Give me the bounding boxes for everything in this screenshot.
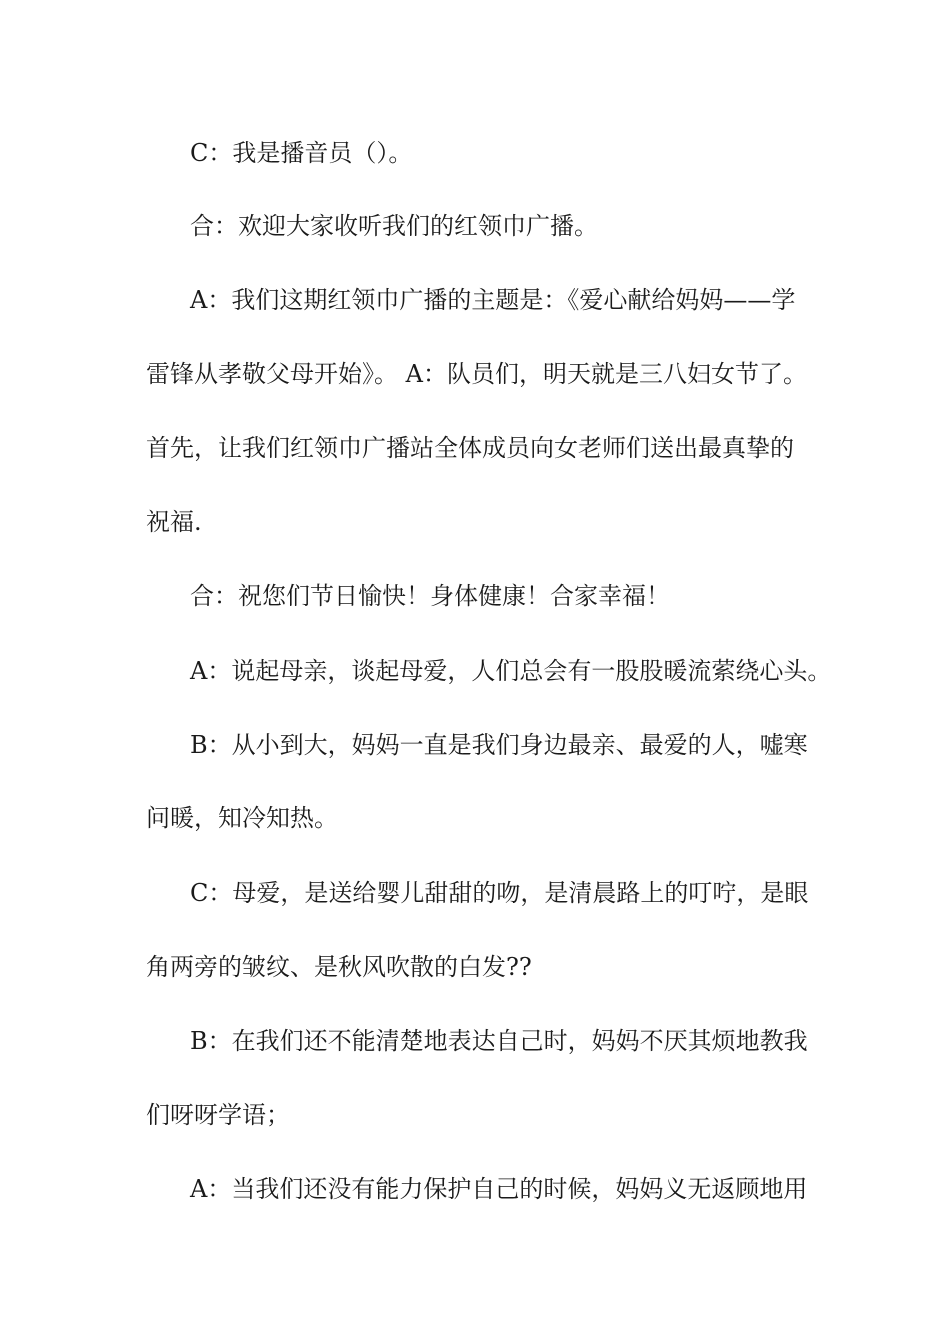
paragraph-line: 合：欢迎大家收听我们的红领巾广播。 [190,212,598,240]
paragraph-line: A：我们这期红领巾广播的主题是：《爱心献给妈妈——学 [190,286,796,314]
paragraph-line: 首先，让我们红领巾广播站全体成员向女老师们送出最真挚的 [146,434,794,462]
paragraph-line: 祝福. [146,508,202,536]
paragraph-line: A：当我们还没有能力保护自己的时候，妈妈义无返顾地用 [190,1175,808,1203]
paragraph-line: B：在我们还不能清楚地表达自己时，妈妈不厌其烦地教我 [190,1027,808,1055]
paragraph-line: C：母爱，是送给婴儿甜甜的吻，是清晨路上的叮咛，是眼 [190,879,809,907]
paragraph-line: 们呀呀学语； [146,1101,290,1129]
paragraph-line: C：我是播音员（）。 [190,139,413,167]
paragraph-line: A：说起母亲，谈起母爱，人们总会有一股股暖流萦绕心头。 [190,657,832,685]
paragraph-line: 合：祝您们节日愉快！身体健康！合家幸福！ [190,582,670,610]
paragraph-line: 雷锋从孝敬父母开始》。 A：队员们，明天就是三八妇女节了。 [146,360,807,388]
paragraph-line: B：从小到大，妈妈一直是我们身边最亲、最爱的人，嘘寒 [190,731,808,759]
paragraph-line: 角两旁的皱纹、是秋风吹散的白发?? [146,953,532,981]
paragraph-line: 问暖，知冷知热。 [146,804,338,832]
